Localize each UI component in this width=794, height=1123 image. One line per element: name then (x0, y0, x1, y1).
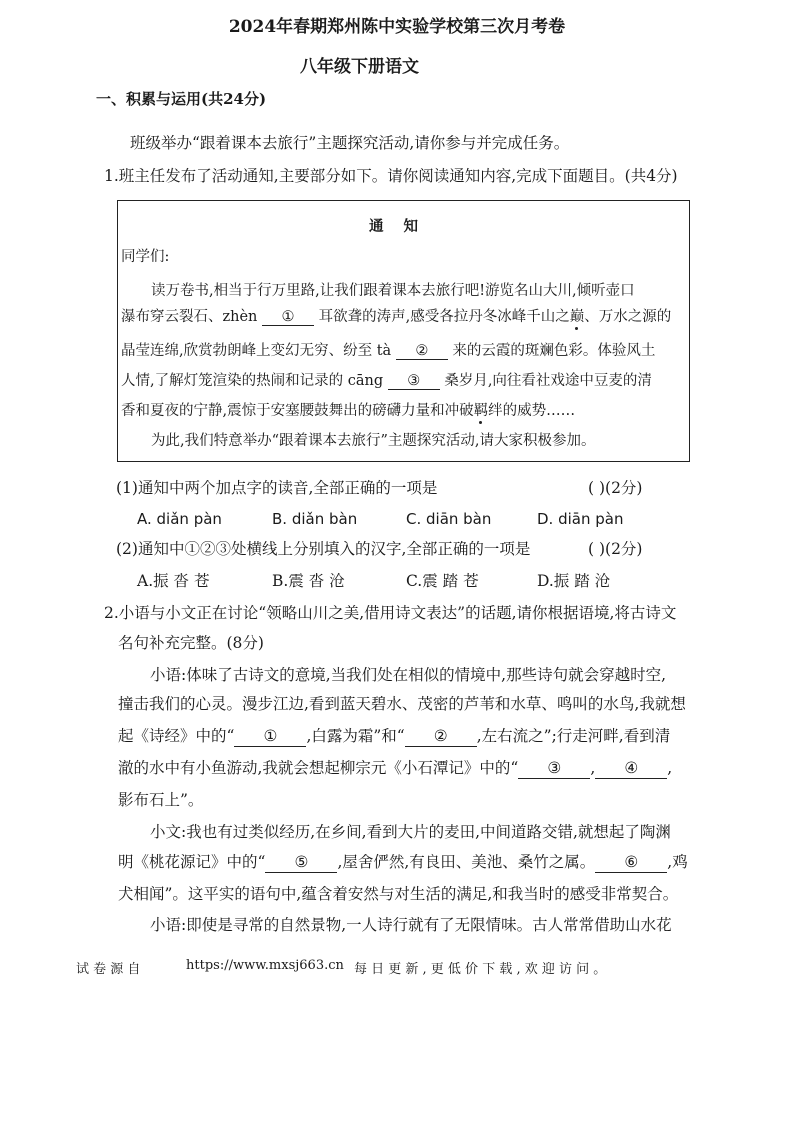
dialogue-line: 起《诗经》中的“ ① ,白露为霜”和“ ② ,左右流之”;行走河畔,看到清 (118, 727, 671, 745)
dialogue-line: 小文:我也有过类似经历,在乡间,看到大片的麦田,中间道路交错,就想起了陶渊 (150, 823, 671, 841)
option-a: A. diǎn pàn (137, 510, 222, 528)
blank-5: ⑤ (265, 852, 337, 873)
notice-line: 晶莹连绵,欣赏勃朗峰上变幻无穷、纷至 tà ② 来的云霞的斑斓色彩。体验风土 (121, 343, 656, 359)
question-2-stem: 名句补充完整。(8分) (118, 634, 264, 652)
option-b: B.震 沓 沧 (272, 572, 345, 590)
notice-box (117, 200, 690, 462)
blank-2: ② (396, 343, 448, 360)
dialogue-line: 撞击我们的心灵。漫步江边,看到蓝天碧水、茂密的芦苇和水草、鸣叫的水鸟,我就想 (118, 695, 686, 713)
blank-3: ③ (518, 758, 590, 779)
option-b: B. diǎn bàn (272, 510, 358, 528)
exam-title: 2024年春期郑州陈中实验学校第三次月考卷 (228, 17, 566, 37)
notice-line: 读万卷书,相当于行万里路,让我们跟着课本去旅行吧!游览名山大川,倾听壶口 (151, 283, 635, 299)
blank-1: ① (234, 726, 306, 747)
section-heading: 一、积累与运用(共24分) (96, 90, 267, 108)
footer-source: 试 卷 源 自 (76, 962, 141, 977)
dialogue-line: 犬相闻”。这平实的语句中,蕴含着安然与对生活的满足,和我当时的感受非常契合。 (118, 885, 679, 903)
section-intro: 班级举办“跟着课本去旅行”主题探究活动,请你参与并完成任务。 (130, 134, 570, 152)
sub-question-2: (2)通知中①②③处横线上分别填入的汉字,全部正确的一项是 (116, 540, 531, 558)
blank-6: ⑥ (595, 852, 667, 873)
question-2-stem: 2.小语与小文正在讨论“领略山川之美,借用诗文表达”的话题,请你根据语境,将古诗文 (104, 604, 677, 622)
notice-line: 香和夏夜的宁静,震惊于安塞腰鼓舞出的磅礴力量和冲破羁绊的威势…… (121, 403, 576, 419)
option-c: C.震 踏 苍 (406, 572, 479, 590)
footer-url[interactable]: https://www.mxsj663.cn (186, 958, 344, 973)
exam-subtitle: 八年级下册语文 (300, 57, 419, 77)
sub-question-1: (1)通知中两个加点字的读音,全部正确的一项是 (116, 479, 438, 497)
notice-closing: 为此,我们特意举办“跟着课本去旅行”主题探究活动,请大家积极参加。 (151, 433, 596, 449)
dialogue-line: 澈的水中有小鱼游动,我就会想起柳宗元《小石潭记》中的“ ③ , ④ , (118, 759, 673, 777)
question-1-stem: 1.班主任发布了活动通知,主要部分如下。请你阅读通知内容,完成下面题目。(共4分) (104, 167, 678, 185)
dotted-char: 巅 (569, 309, 585, 325)
dialogue-line: 小语:体味了古诗文的意境,当我们处在相似的情境中,那些诗句就会穿越时空, (150, 666, 667, 684)
notice-greeting: 同学们: (121, 249, 170, 265)
option-d: D. diān pàn (537, 510, 624, 528)
dialogue-line: 影布石上”。 (118, 791, 204, 809)
answer-paren: ( )(2分) (588, 540, 643, 558)
notice-line: 瀑布穿云裂石、zhèn ① 耳欲聋的涛声,感受各拉丹冬冰峰千山之巅、万水之源的 (121, 309, 672, 325)
blank-3: ③ (388, 373, 440, 390)
blank-4: ④ (595, 758, 667, 779)
option-d: D.振 踏 沧 (537, 572, 611, 590)
answer-paren: ( )(2分) (588, 479, 643, 497)
dialogue-line: 明《桃花源记》中的“ ⑤ ,屋舍俨然,有良田、美池、桑竹之属。 ⑥ ,鸡 (118, 853, 688, 871)
blank-1: ① (262, 309, 314, 326)
dialogue-line: 小语:即使是寻常的自然景物,一人诗行就有了无限情味。古人常常借助山水花 (150, 916, 672, 934)
option-c: C. diān bàn (406, 510, 492, 528)
footer-slogan: 每 日 更 新 , 更 低 价 下 载 , 欢 迎 访 问 。 (354, 962, 607, 977)
blank-2: ② (405, 726, 477, 747)
option-a: A.振 沓 苍 (137, 572, 210, 590)
notice-line: 人情,了解灯笼渲染的热闹和记录的 cāng ③ 桑岁月,向往看社戏途中豆麦的清 (121, 373, 652, 389)
dotted-char: 羁 (473, 403, 489, 419)
notice-title: 通知 (369, 218, 438, 235)
